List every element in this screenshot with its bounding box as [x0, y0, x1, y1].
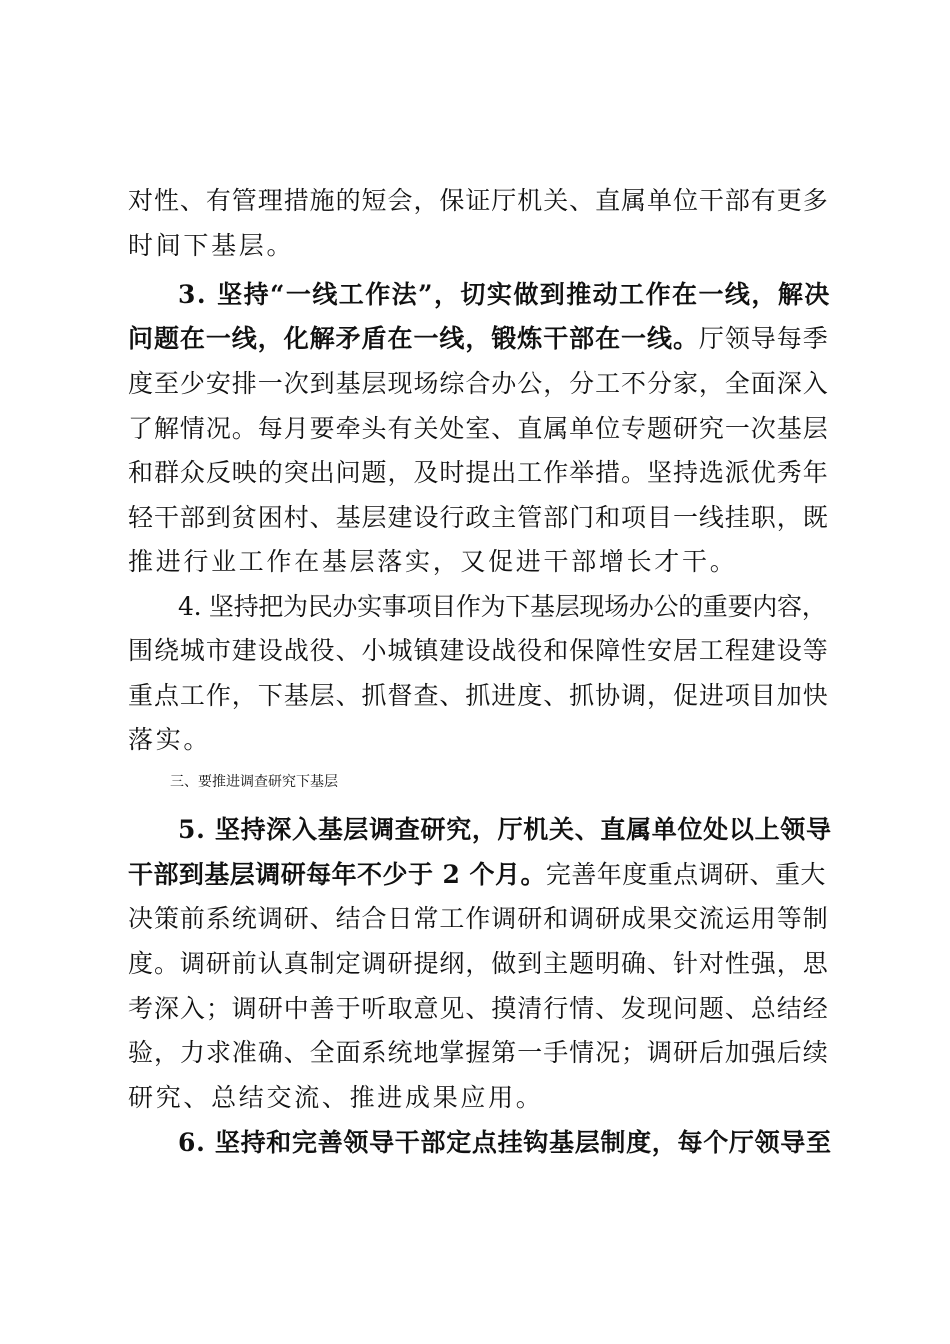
paragraph-line: 了解情况。每月要牵头有关处室、直属单位专题研究一次基层 — [128, 414, 829, 443]
item-3-text: 厅领导每季 — [698, 324, 829, 353]
item-6-heading: 6. 坚持和完善领导干部定点挂钩基层制度，每个厅领导至 — [178, 1128, 832, 1157]
paragraph-line — [128, 326, 829, 351]
paragraph-line: 度。调研前认真制定调研提纲，做到主题明确、针对性强，思 — [128, 949, 829, 978]
paragraph-line: 时间下基层。 — [128, 231, 295, 260]
item-5-heading: 5. 坚持深入基层调查研究，厅机关、直属单位处以上领导 — [178, 815, 832, 844]
item-5-heading-cont: 干部到基层调研每年不少于 2 个月。 — [128, 860, 546, 889]
paragraph-line: 研究、总结交流、推进成果应用。 — [128, 1083, 544, 1112]
paragraph-line: 和群众反映的突出问题，及时提出工作举措。坚持选派优秀年 — [128, 458, 829, 487]
item-5-text: 完善年度重点调研、重大 — [545, 860, 826, 889]
paragraph-line: 度至少安排一次到基层现场综合办公，分工不分家，全面深入 — [128, 369, 829, 398]
paragraph-line: 围绕城市建设战役、小城镇建设战役和保障性安居工程建设等 — [128, 636, 829, 665]
paragraph-line: 决策前系统调研、结合日常工作调研和调研成果交流运用等制 — [128, 904, 829, 933]
paragraph-line: 推进行业工作在基层落实，又促进干部增长才干。 — [128, 547, 738, 576]
item-3-heading: 3. 坚持“一线工作法”，切实做到推动工作在一线，解决 — [178, 280, 831, 309]
paragraph-line: 验，力求准确、全面系统地掌握第一手情况；调研后加强后续 — [128, 1038, 829, 1067]
paragraph-line — [128, 862, 826, 887]
paragraph-line: 落实。 — [128, 725, 212, 754]
paragraph-line: 考深入；调研中善于听取意见、摸清行情、发现问题、总结经 — [128, 994, 829, 1023]
paragraph-line: 重点工作，下基层、抓督查、抓进度、抓协调，促进项目加快 — [128, 681, 829, 710]
paragraph-line: 对性、有管理措施的短会，保证厅机关、直属单位干部有更多 — [128, 186, 829, 215]
section-heading: 三、要推进调查研究下基层 — [170, 774, 338, 790]
paragraph-line: 轻干部到贫困村、基层建设行政主管部门和项目一线挂职，既 — [128, 503, 829, 532]
item-3-heading-cont: 问题在一线，化解矛盾在一线，锻炼干部在一线。 — [128, 324, 699, 353]
item-4-first-line: 4. 坚持把为民办实事项目作为下基层现场办公的重要内容， — [178, 592, 827, 621]
